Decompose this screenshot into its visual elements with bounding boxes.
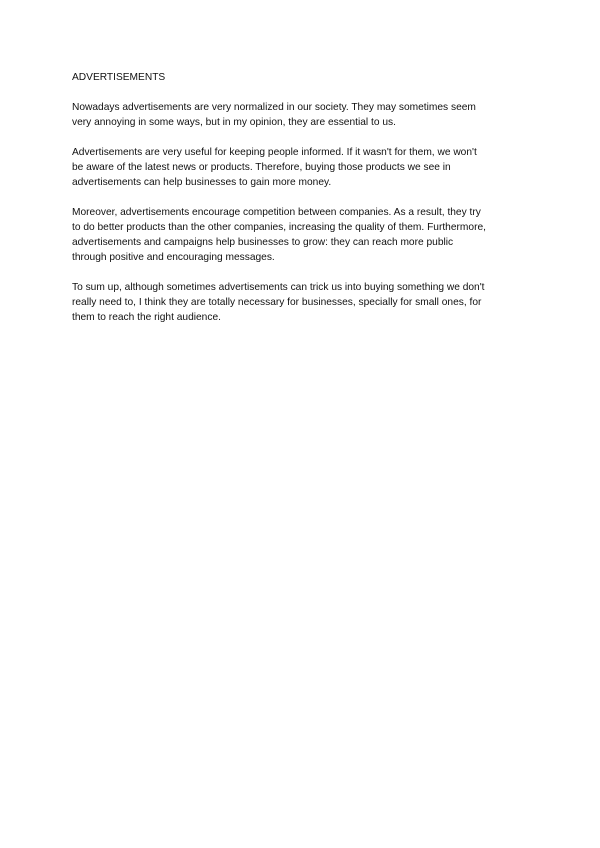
paragraph-2 xyxy=(72,145,542,190)
document-title: ADVERTISEMENTS xyxy=(72,72,166,83)
paragraph-line: through positive and encouraging messages. xyxy=(72,252,275,263)
paragraph-line: to do better products than the other companies, increasing the quality of them. Furthermore, xyxy=(72,222,486,233)
paragraph-line: Nowadays advertisements are very normalized in our society. They may sometimes seem xyxy=(72,102,476,113)
paragraph-line: them to reach the right audience. xyxy=(72,312,221,323)
paragraph-line: advertisements can help businesses to gain more money. xyxy=(72,177,332,188)
paragraph-3 xyxy=(72,205,542,265)
paragraph-4 xyxy=(72,280,542,325)
document-body xyxy=(72,70,542,340)
paragraph-line: Advertisements are very useful for keeping people informed. If it wasn't for them, we won't xyxy=(72,147,477,158)
paragraph-line: be aware of the latest news or products. Therefore, buying those products we see in xyxy=(72,162,451,173)
paragraph-line: very annoying in some ways, but in my opinion, they are essential to us. xyxy=(72,117,396,128)
paragraph-1 xyxy=(72,100,542,130)
paragraph-line: really need to, I think they are totally necessary for businesses, specially for small ones, for xyxy=(72,297,482,308)
paragraph-line: Moreover, advertisements encourage competition between companies. As a result, they try xyxy=(72,207,481,218)
paragraph-line: advertisements and campaigns help businesses to grow: they can reach more public xyxy=(72,237,454,248)
paragraph-line: To sum up, although sometimes advertisements can trick us into buying something we don't xyxy=(72,282,485,293)
